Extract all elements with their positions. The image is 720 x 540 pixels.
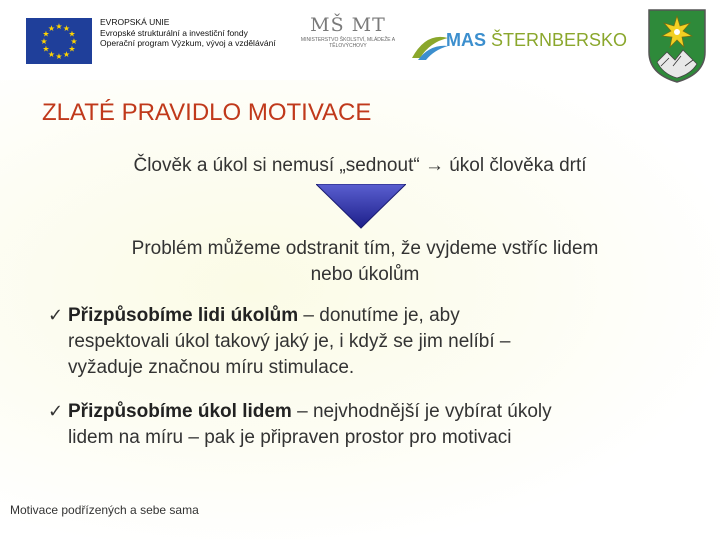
logo-bar (0, 0, 720, 90)
eu-star-icon: ★ (55, 22, 63, 31)
down-arrow-icon (316, 184, 406, 244)
problem-statement: Člověk a úkol si nemusí „sednout“ → úkol člověka drtí (133, 155, 587, 176)
bullet-text: – nejvhodnější je vybírat úkoly (291, 401, 552, 422)
bullet-text: lidem na míru – pak je připraven prostor pro motivaci (68, 427, 512, 448)
bullet-bold: Přizpůsobíme úkol lidem (68, 401, 292, 422)
bullet-text: vyžaduje značnou míru stimulace. (68, 357, 355, 378)
eu-star-icon: ★ (55, 52, 63, 61)
mas-logo-bold: MAS (446, 30, 486, 50)
bullet-text: – donutíme je, aby (298, 305, 460, 326)
eu-star-icon: ★ (70, 37, 78, 46)
eu-logo-line: EVROPSKÁ UNIE (100, 17, 170, 27)
eu-logo-text (100, 17, 300, 49)
solution-line: Problém můžeme odstranit tím, že vyjdeme vstříc lidem (131, 238, 599, 259)
eu-star-icon: ★ (42, 44, 50, 54)
msmt-subtitle: MINISTERSTVO ŠKOLSTVÍ, MLÁDEŽE A TĚLOVÝCHOVY (300, 37, 396, 49)
eu-star-icon: ★ (40, 37, 48, 46)
solution-line: nebo úkolům (310, 264, 420, 285)
msmt-logo-icon (300, 16, 396, 76)
eu-star-icon: ★ (68, 29, 76, 39)
eu-star-icon: ★ (62, 50, 71, 59)
slide-title: ZLATÉ PRAVIDLO MOTIVACE (42, 99, 372, 126)
eu-logo-line: Evropské strukturální a investiční fondy (100, 27, 248, 38)
eu-star-icon: ★ (47, 50, 56, 59)
eu-star-icon: ★ (68, 44, 76, 54)
mas-logo-icon (410, 20, 630, 70)
mas-logo-name: ŠTERNBERSKO (491, 30, 628, 50)
eu-star-icon: ★ (42, 29, 50, 39)
bullet-text: respektovali úkol takový jaký je, i když se jim nelíbí – (68, 331, 511, 352)
eu-logo-line: Operační program Výzkum, vývoj a vzdělávání (100, 38, 276, 48)
msmt-mark: MŠ MT (310, 14, 386, 36)
checkmark-icon: ✓ (48, 305, 64, 326)
bullet-adapt-people (48, 303, 688, 381)
bullet-bold: Přizpůsobíme lidi úkolům (68, 305, 299, 326)
mas-logo-text (446, 30, 627, 51)
coat-of-arms-icon (645, 8, 709, 84)
bullet-adapt-task (48, 399, 688, 451)
eu-star-icon: ★ (62, 24, 71, 33)
checkmark-icon: ✓ (48, 401, 64, 422)
eu-flag-icon (26, 18, 92, 64)
footer-text: Motivace podřízených a sebe sama (10, 503, 199, 517)
eu-star-icon: ★ (47, 24, 56, 33)
solution-statement (0, 236, 720, 288)
